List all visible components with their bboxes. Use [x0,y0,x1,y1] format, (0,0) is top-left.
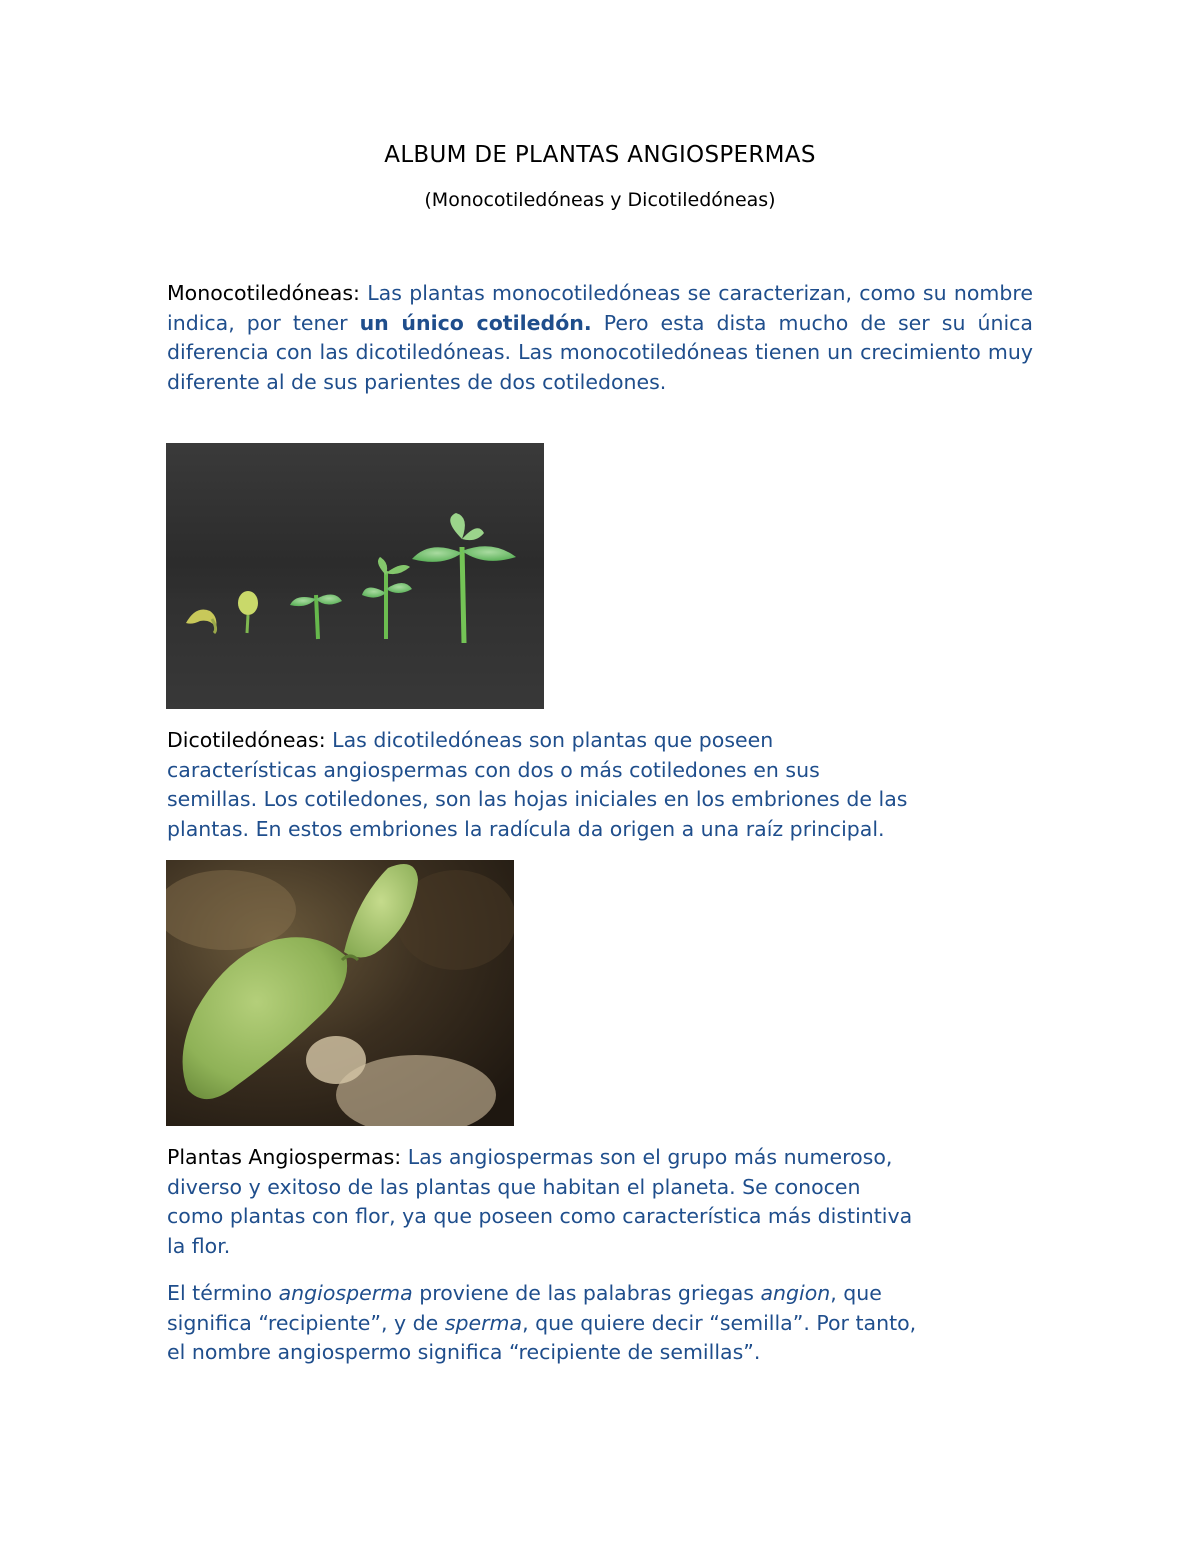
monocot-text-b: Pero esta dista mucho de ser su única diferencia con las dicotiledóneas. Las monocotiledóneas tienen un crecimiento muy diferente al de sus parientes de dos cotiledones. [167,310,1033,394]
etymology-term-sperma: sperma [444,1310,523,1335]
dicot-line-3: semillas. Los cotiledones, son las hojas iniciales en los embriones de las [167,787,908,812]
document-title: ALBUM DE PLANTAS ANGIOSPERMAS [384,142,816,168]
monocot-label: Monocotiledóneas: [167,281,360,305]
dicot-cotyledon-closeup-photo [166,860,514,1126]
dicot-label: Dicotiledóneas: [167,728,326,752]
seedling-growth-sequence-photo [166,443,544,709]
etymology-term-angiosperma: angiosperma [278,1281,413,1305]
etymology-text-2: proviene de las palabras griegas [412,1281,761,1305]
etymology-text-5: , que quiere decir “semilla”. Por tanto, [522,1310,917,1335]
etymology-text-6: el nombre angiospermo significa “recipiente de semillas”. [167,1340,761,1365]
etymology-paragraph [167,1279,1033,1368]
document-subtitle: (Monocotiledóneas y Dicotiledóneas) [424,189,776,211]
etymology-text-4: significa “recipiente”, y de [167,1310,445,1335]
etymology-term-angion: angion [760,1281,831,1305]
angiosperm-label: Plantas Angiospermas: [167,1145,402,1169]
monocot-text-a: Las plantas monocotiledóneas se caracterizan, como su nombre indica, por tener [167,281,1033,335]
angiosperm-line-1: Las angiospermas son el grupo más numeroso, [401,1145,893,1169]
etymology-text-1: El término [167,1281,279,1305]
angiosperm-line-4: la flor. [167,1233,231,1258]
etymology-text-3: , que [830,1281,882,1305]
dicot-line-2: características angiospermas con dos o más cotiledones en sus [167,757,820,782]
monocot-paragraph [167,279,1033,397]
angiosperm-line-3: como plantas con flor, ya que poseen como característica más distintiva [167,1204,913,1229]
dicot-paragraph [167,726,1033,844]
dicot-line-4: plantas. En estos embriones la radícula da origen a una raíz principal. [167,816,885,841]
angiosperm-line-2: diverso y exitoso de las plantas que habitan el planeta. Se conocen [167,1174,861,1199]
dicot-line-1: Las dicotiledóneas son plantas que poseen [325,728,774,752]
angiosperm-paragraph [167,1143,1033,1261]
monocot-bold-text: un único cotiledón. [359,310,592,335]
